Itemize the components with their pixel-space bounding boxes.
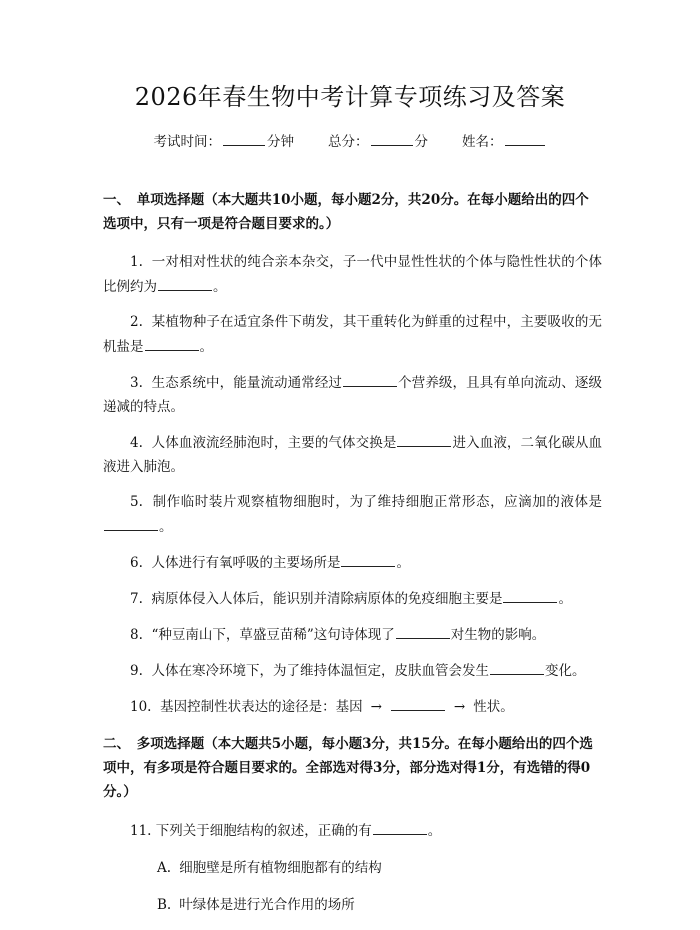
option-letter: B.: [157, 897, 172, 913]
question-text-end: 。: [213, 279, 227, 295]
answer-blank: [158, 274, 212, 291]
answer-blank: [391, 694, 445, 711]
question-text-end: 。: [558, 591, 572, 607]
question-text-end: 。: [159, 519, 173, 535]
time-label: 考试时间：: [153, 134, 221, 150]
question-number: 11.: [130, 823, 152, 839]
single-choice-list: [103, 250, 602, 683]
question-number: 5.: [130, 494, 143, 510]
question-number: 1.: [130, 254, 143, 270]
exam-score: [328, 131, 428, 152]
question-text: 基因控制性状表达的途径是：基因: [160, 699, 363, 715]
question-number: 3.: [130, 375, 143, 391]
question-11: [103, 818, 602, 843]
question-8: [103, 622, 602, 647]
question-text: 生态系统中，能量流动通常经过: [151, 375, 343, 391]
exam-name: [462, 131, 547, 152]
question-text-end: 进入血液，二氧化碳从血液进入肺泡。: [103, 435, 603, 475]
answer-blank: [490, 658, 544, 675]
option-text: 叶绿体是进行光合作用的场所: [179, 897, 355, 913]
answer-blank: [397, 430, 451, 447]
question-text: 人体进行有氧呼吸的主要场所是: [151, 555, 341, 571]
arrow-icon: →: [453, 699, 466, 715]
question-text-end: 对生物的影响。: [450, 627, 546, 643]
question-text: 某植物种子在适宜条件下萌发，其干重转化为鲜重的过程中，主要吸收的无机盐是: [103, 314, 603, 355]
question-text-end: 。: [396, 555, 410, 571]
section-heading-single-choice: 一、 单项选择题（本大题共10小题，每小题2分，共20分。在每小题给出的四个选项中，只有一项是符合题目要求的。）: [103, 192, 589, 232]
option-text: 细胞壁是所有植物细胞都有的结构: [179, 860, 382, 876]
question-text: 人体血液流经肺泡时，主要的气体交换是: [151, 435, 397, 451]
question-text-end: 性状。: [473, 699, 514, 715]
answer-blank: [341, 550, 395, 567]
time-unit: 分钟: [267, 134, 294, 150]
exam-content: [103, 188, 602, 930]
question-text: 一对相对性状的纯合亲本杂交，子一代中显性性状的个体与隐性性状的个体比例约为: [103, 254, 603, 295]
exam-time: [154, 131, 295, 152]
question-number: 4.: [130, 435, 143, 451]
question-number: 8.: [130, 627, 143, 643]
question-10: [103, 694, 602, 719]
question-7: [103, 586, 602, 611]
question-1: [103, 250, 602, 299]
answer-blank: [503, 586, 557, 603]
answer-blank: [373, 818, 427, 835]
question-text: 人体在寒冷环境下，为了维持体温恒定，皮肤血管会发生: [151, 663, 489, 679]
option-letter: A.: [157, 860, 172, 876]
arrow-icon: →: [370, 699, 382, 715]
name-label: 姓名：: [462, 134, 503, 150]
question-number: 2.: [130, 314, 143, 330]
question-number: 10.: [130, 699, 152, 715]
question-text-end: 。: [427, 823, 442, 839]
question-text-end: 。: [199, 339, 213, 355]
question-text: 病原体侵入人体后，能识别并清除病原体的免疫细胞主要是: [151, 591, 503, 607]
name-blank: [505, 131, 545, 146]
answer-blank: [104, 514, 158, 531]
question-text-end: 变化。: [544, 663, 586, 679]
question-5: [103, 490, 602, 539]
question-number: 7.: [130, 591, 143, 607]
question-text: 下列关于细胞结构的叙述，正确的有: [155, 823, 372, 839]
score-blank: [371, 131, 413, 146]
question-4: [103, 430, 602, 479]
score-label: 总分：: [328, 134, 369, 150]
option-a: [103, 856, 602, 880]
question-number: 9.: [130, 663, 143, 679]
question-number: 6.: [130, 555, 143, 571]
answer-blank: [145, 334, 199, 351]
option-b: [103, 893, 602, 917]
question-text: 制作临时装片观察植物细胞时，为了维持细胞正常形态，应滴加的液体是: [152, 494, 603, 510]
question-3: [103, 370, 602, 419]
time-blank: [223, 131, 265, 146]
answer-blank: [396, 622, 450, 639]
question-text-end: 个营养级，且具有单向流动、逐级递减的特点。: [103, 375, 603, 415]
question-9: [103, 658, 602, 683]
question-text: “种豆南山下，草盛豆苗稀”这句诗体现了: [151, 627, 395, 643]
question-2: [103, 310, 602, 359]
exam-meta: [0, 131, 700, 152]
page-title: 2026年春生物中考计算专项练习及答案: [134, 83, 566, 111]
section-heading-multi-choice: 二、 多项选择题（本大题共5小题，每小题3分，共15分。在每小题给出的四个选项中，有多项是符合题目要求的。全部选对得3分，部分选对得1分，有选错的得0分。）: [103, 736, 593, 800]
answer-blank: [343, 370, 397, 387]
score-unit: 分: [414, 134, 428, 150]
question-6: [103, 550, 602, 575]
